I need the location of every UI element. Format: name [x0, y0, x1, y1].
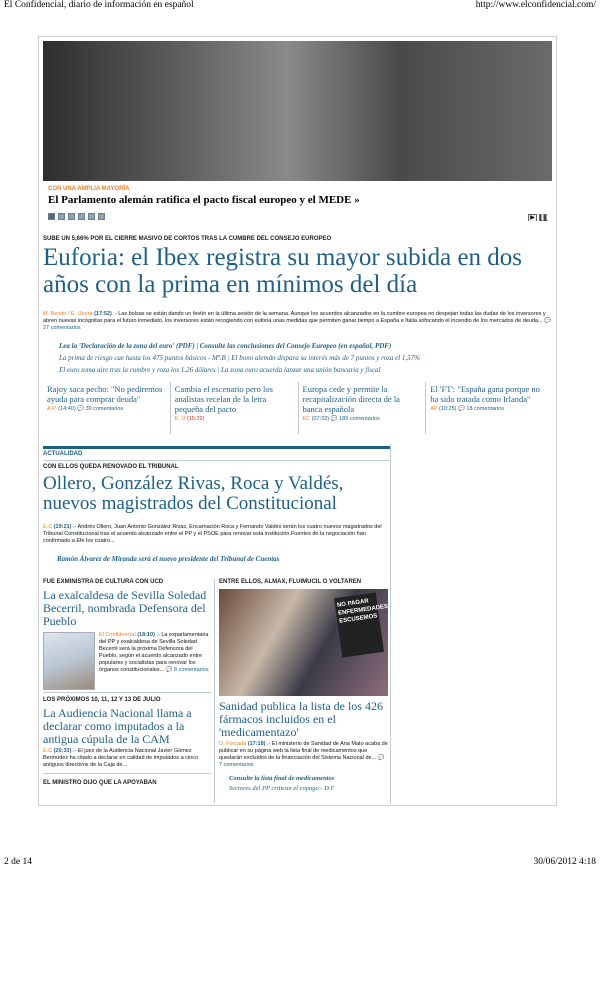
actualidad-author[interactable]: E.C: [43, 524, 53, 530]
slideshow-kicker: CON UNA AMPLIA MAYORÍA: [48, 186, 130, 192]
left-kicker-2: LOS PRÓXIMOS 10, 11, 12 Y 13 DE JULIO: [43, 697, 161, 703]
comment-icon: 💬: [330, 416, 338, 422]
actualidad-kicker: CON ELLOS QUEDA RENOVADO EL TRIBUNAL: [43, 464, 179, 470]
print-title: El Confidencial, diario de información en español: [4, 0, 194, 10]
print-footer: [0, 857, 600, 871]
slideshow-photo[interactable]: [43, 41, 552, 181]
print-datetime: 30/06/2012 4:18: [533, 857, 596, 867]
right-headline[interactable]: Sanidad publica la lista de los 426 fármacos incluidos en el 'medicamentazo': [219, 699, 383, 739]
sub-story-title[interactable]: Europa cede y permite la recapitalización directa de la banca española: [302, 384, 400, 414]
left-time-2: (20:33): [53, 748, 72, 754]
sub-story: [43, 382, 171, 434]
sub-story-comments[interactable]: 39 comentarios: [85, 406, 124, 412]
right-related-links: [219, 774, 389, 794]
sub-stories: [43, 382, 553, 434]
sub-story: [299, 382, 427, 434]
left-summary-text-2: .- El juez de la Audiencia Nacional Javier Gómez Bermúdez ha citado a declarar en calidad de imputados a cinco antiguos directivos de la Caja de...: [43, 748, 199, 768]
sub-story-title[interactable]: Rajoy saca pecho: "No pediremos ayuda para comprar deuda": [47, 384, 163, 404]
main-related-links: [59, 340, 551, 376]
section-bar: [43, 446, 390, 449]
right-comments[interactable]: 7 comentarios: [219, 762, 254, 768]
left-column: [43, 579, 211, 786]
left-kicker-3: EL MINISTRO DIJO QUE LA APOYABAN: [43, 780, 157, 786]
slide-dot[interactable]: [78, 213, 85, 220]
sub-story: [426, 382, 553, 434]
play-icon[interactable]: ▶: [528, 214, 537, 221]
photo-banner-text: NO PAGAR ENFERMEDADES ESCUSEMOS: [334, 592, 384, 657]
sub-story-author: A.P.: [47, 406, 57, 412]
left-comments[interactable]: 8 comentarios: [174, 667, 209, 673]
right-summary-text: .- El ministerio de Sanidad de Ana Mato acaba de publicar en su página web la lista final de medicamentos que quedarán excluidos de la financiación del Sistema Nacional de...: [219, 741, 388, 761]
left-summary-2: [43, 748, 211, 769]
left-author-2[interactable]: E.C: [43, 748, 53, 754]
sub-story-author: E. U: [174, 416, 186, 422]
slide-dot[interactable]: [88, 213, 95, 220]
slideshow-title[interactable]: El Parlamento alemán ratifica el pacto fiscal europeo y el MEDE »: [48, 194, 360, 206]
actualidad-summary: [43, 524, 388, 545]
left-time: (18:10): [137, 632, 155, 638]
comment-icon: 💬: [165, 667, 173, 673]
right-kicker: ENTRE ELLOS, ALMAX, FLUIMUCIL O VOLTAREN: [219, 579, 362, 585]
slideshow[interactable]: [43, 41, 552, 221]
print-url: http://www.elconfidencial.com/: [475, 0, 596, 10]
main-summary: [43, 311, 553, 332]
sub-story-time: (15:29): [186, 416, 205, 422]
sub-story-time: (07:32): [311, 416, 330, 422]
main-link-line3[interactable]: El euro toma aire tras la cumbre y roza los 1,26 dólares | La zona euro acuerda lanzar una unión bancaria y fiscal: [59, 366, 381, 374]
actualidad-related-link[interactable]: Ramón Álvarez de Miranda será el nuevo presidente del Tribunal de Cuentas: [57, 555, 280, 563]
sub-story-author: AP: [430, 406, 438, 412]
sub-story-comments[interactable]: 18 comentarios: [466, 406, 504, 412]
sub-story-title[interactable]: El 'FT': "España gana porque no ha sido tratada como Irlanda": [430, 384, 540, 404]
comment-icon: 💬: [77, 406, 85, 412]
divider: [43, 460, 390, 461]
comment-icon: 💬: [458, 406, 465, 412]
pause-icon[interactable]: ❚❚: [540, 215, 551, 221]
slide-dot[interactable]: [98, 213, 105, 220]
print-header: [0, 0, 600, 14]
sub-story-comments[interactable]: 189 comentarios: [339, 416, 380, 422]
divider: [43, 692, 211, 693]
page-frame: [38, 36, 557, 806]
divider: [214, 579, 215, 803]
slideshow-caption: [43, 181, 552, 221]
slideshow-dots: [48, 213, 105, 220]
becerril-photo[interactable]: [43, 632, 95, 690]
sub-story-time: (14:40): [58, 406, 76, 412]
slide-dot[interactable]: [48, 213, 55, 220]
main-comments[interactable]: 27 comentarios: [43, 325, 81, 331]
main-author[interactable]: M. Benito / E. Ulrera: [43, 311, 93, 317]
divider: [43, 773, 211, 774]
left-headline-2[interactable]: La Audiencia Nacional llama a declarar como imputados a la antigua cúpula de la CAM: [43, 706, 192, 746]
actualidad-headline[interactable]: Ollero, González Rivas, Roca y Valdés, nuevos magistrados del Constitucional: [43, 473, 344, 514]
comment-icon: 💬: [544, 318, 551, 324]
left-kicker: FUE EXMINISTRA DE CULTURA CON UCD: [43, 579, 164, 585]
sub-story-time: (10:25): [439, 406, 457, 412]
main-summary-text: .- Las bolsas se están dando un festín en la última sesión de la semana. Aunque los acuerdos alcanzados en la cumbre europea no despejan todas las dudas de los inversores y abren nuevas incógnitas para el futuro inmediato, los inversores están recogiendo con euforia unas medidas que permiten ganar tiempo a España e Italia sofocando el incendio de los mercados de deuda...: [43, 311, 546, 324]
main-time: (17:52): [94, 311, 112, 317]
actualidad-time: (19:21): [53, 524, 72, 530]
main-kicker: SUBE UN 5,66% POR EL CIERRE MASIVO DE CORTOS TRAS LA CUMBRE DEL CONSEJO EUROPEO: [43, 236, 332, 242]
right-summary: [219, 741, 389, 769]
main-link-bold[interactable]: Lea la 'Declaración de la zona del euro' (PDF) | Consulte las conclusiones del Consejo Europeo (en español, PDF): [59, 342, 392, 350]
comment-icon: 💬: [377, 755, 385, 761]
left-headline[interactable]: La exalcaldesa de Sevilla Soledad Becerril, nombrada Defensora del Pueblo: [43, 588, 207, 628]
actualidad-summary-text: .- Andrés Ollero, Juan Antonio González Rivas, Encarnación Roca y Fernando Valdés serán los cuatro nuevos magistrados del Tribunal Constitucional tras el acuerdo alcanzado entre el PP y el PSOE para renovar esta institución.Fuentes de la negociación han confirmado a Efe los cuatro...: [43, 524, 382, 544]
slide-dot[interactable]: [68, 213, 75, 220]
right-link-1[interactable]: Consulte la lista final de medicamentos: [229, 775, 335, 782]
slide-dot[interactable]: [58, 213, 65, 220]
section-label[interactable]: ACTUALIDAD: [43, 451, 83, 457]
sub-story-title[interactable]: Cambia el escenario pero los analistas recelan de la letra pequeña del pacto: [174, 384, 273, 414]
left-author[interactable]: El Confidencial: [99, 632, 136, 638]
left-summary-text: .- La exparlamentaria del PP y exalcaldesa de Sevilla Soledad Becerril será la próxima Defensora del Pueblo, según el acuerdo alcanzado entre populares y socialistas para renovar los órganos constitucionales...: [99, 632, 209, 673]
pharmacy-photo[interactable]: [219, 589, 388, 696]
right-author[interactable]: D. Forcada: [219, 741, 247, 747]
sub-story-author: EC: [302, 416, 311, 422]
right-column: [219, 579, 389, 794]
sub-story: [171, 382, 299, 434]
main-link-line2[interactable]: La prima de riesgo cae hasta los 475 puntos básicos - Mª.B | El bono alemán dispara su interés más de 7 puntos y roza el 1,57%: [59, 354, 420, 362]
right-link-2[interactable]: Sectores del PP critican el copago - D.F: [229, 785, 335, 792]
main-headline[interactable]: Euforia: el Ibex registra su mayor subida en dos años con la prima en mínimos del día: [43, 244, 523, 298]
right-time: (17:18): [247, 741, 266, 747]
print-page: 2 de 14: [4, 857, 32, 867]
